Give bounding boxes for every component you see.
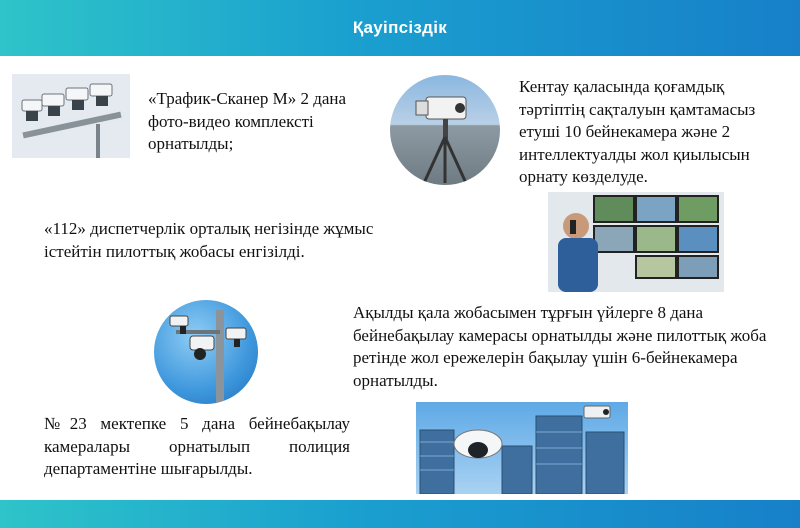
item-5-text: №23 мектепке 5 дана бейнебақылау камералары орнатылып полиция департаментіне шығарылды. bbox=[44, 414, 350, 478]
tripod-speed-camera-image bbox=[390, 75, 500, 185]
item-1-text: «Трафик-Сканер М» 2 дана фото-видео комплексті орнатылды; bbox=[148, 89, 347, 153]
pole-cameras-image bbox=[154, 300, 258, 404]
dome-camera-city-image bbox=[416, 402, 628, 494]
item-2-text: Кентау қаласында қоғамдық тәртіптің сақталуын қамтамасыз етуші 10 бейнекамера және 2 интеллектуалды жол қиылысын орнату көзделуде. bbox=[519, 77, 756, 186]
footer-bar bbox=[0, 500, 800, 528]
header-bar bbox=[0, 0, 800, 56]
traffic-camera-cluster-image bbox=[12, 74, 130, 158]
item-4-text: Ақылды қала жобасымен тұрғын үйлерге 8 дана бейнебақылау камерасы орнатылды және пилоттық жоба ретінде жол ережелерін бақылау үшін 6-бейнекамера орнатылды. bbox=[353, 303, 767, 390]
page-title: Қауіпсіздік bbox=[352, 18, 448, 37]
dispatch-operator-image bbox=[548, 192, 724, 292]
item-3-text: «112» диспетчерлік орталық негізінде жұмыс істейтін пилоттық жобасы енгізілді. bbox=[44, 219, 374, 261]
